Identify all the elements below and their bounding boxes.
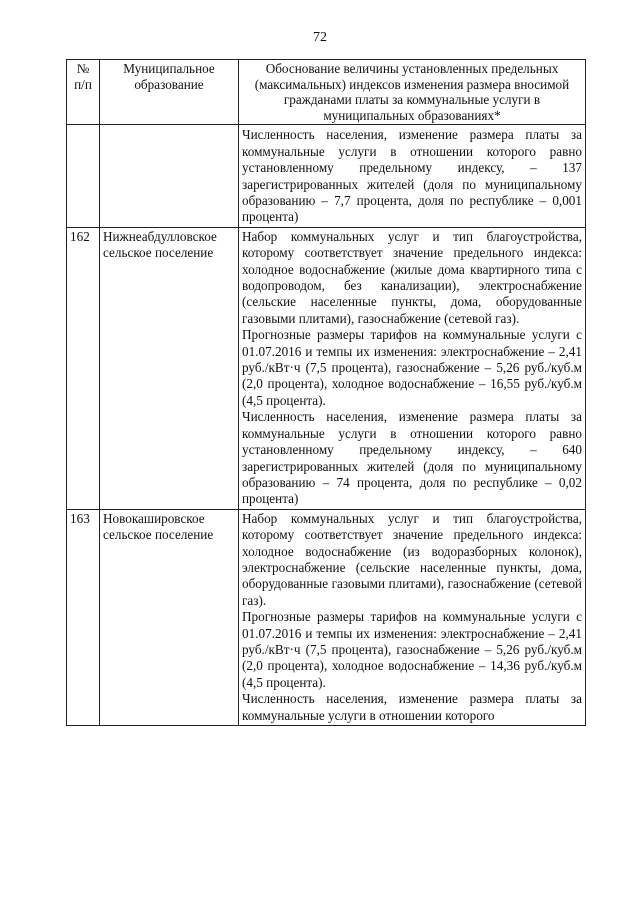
row-number [67,125,100,227]
justification-paragraph: Численность населения, изменение размера платы за коммунальные услуги в отношении которого равно установленному предельному индексу, – 137 зарегистрированных жителей (доля по муниципальному образованию – 7,7 процента, доля по республике – 0,001 процента) [242,127,582,225]
table-row [67,125,586,227]
row-justification [239,125,586,227]
tariff-index-table [66,59,586,726]
table-row [67,227,586,509]
row-justification [239,227,586,509]
justification-paragraph: Прогнозные размеры тарифов на коммунальные услуги с 01.07.2016 и темпы их изменения: электроснабжение – 2,41 руб./кВт·ч (7,5 процента), газоснабжение – 5,26 руб./куб.м (2,0 процента), холодное водоснабжение – 14,36 руб./куб.м (4,5 процента). [242,609,582,690]
page-number: 72 [313,30,327,45]
justification-paragraph: Численность населения, изменение размера платы за коммунальные услуги в отношении которого [242,691,582,723]
row-number: 162 [67,227,100,509]
header-justification: Обоснование величины установленных предельных (максимальных) индексов изменения размера вносимой гражданами платы за коммунальные услуги в муниципальных образованиях* [239,60,586,125]
row-municipality: Нижнеабдулловское сельское поселение [100,227,239,509]
table-header-row [67,60,586,125]
justification-paragraph: Численность населения, изменение размера платы за коммунальные услуги в отношении которого равно установленному предельному индексу, – 640 зарегистрированных жителей (доля по муниципальному образованию – 74 процента, доля по республике – 0,02 процента) [242,409,582,507]
table-row [67,509,586,725]
row-municipality [100,125,239,227]
header-number: № п/п [67,60,100,125]
header-municipality: Муниципальное образование [100,60,239,125]
row-number: 163 [67,509,100,725]
row-municipality: Новокашировское сельское поселение [100,509,239,725]
row-justification [239,509,586,725]
justification-paragraph: Набор коммунальных услуг и тип благоустройства, которому соответствует значение предельного индекса: холодное водоснабжение (из водоразборных колонок), электроснабжение (сельские населенные пункты, дома, оборудованные газовыми плитами), газоснабжение (сетевой газ). [242,510,582,608]
justification-paragraph: Набор коммунальных услуг и тип благоустройства, которому соответствует значение предельного индекса: холодное водоснабжение (жилые дома квартирного типа с водопроводом, без канализации), электроснабжение (сельские населенные пункты, дома, оборудованные газовыми плитами), газоснабжение (сетевой газ). [242,228,582,326]
justification-paragraph: Прогнозные размеры тарифов на коммунальные услуги с 01.07.2016 и темпы их изменения: электроснабжение – 2,41 руб./кВт·ч (7,5 процента), газоснабжение – 5,26 руб./куб.м (2,0 процента), холодное водоснабжение – 16,55 руб./куб.м (4,5 процента). [242,327,582,408]
